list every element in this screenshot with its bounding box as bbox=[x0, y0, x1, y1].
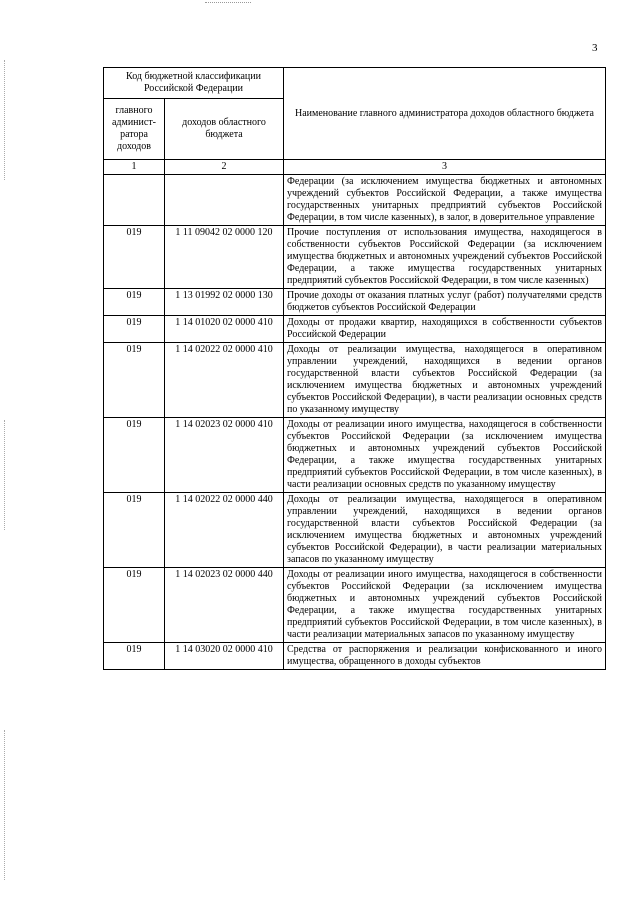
scan-artifact-line bbox=[205, 2, 251, 3]
table-body bbox=[104, 175, 606, 670]
admin-code-cell: 019 bbox=[104, 226, 165, 289]
income-code-cell: 1 14 01020 02 0000 410 bbox=[165, 316, 284, 343]
scan-margin-dots bbox=[4, 60, 5, 180]
income-code-cell: 1 14 02023 02 0000 410 bbox=[165, 418, 284, 493]
page-number: 3 bbox=[592, 42, 598, 54]
table-row bbox=[104, 226, 606, 289]
column-number: 1 bbox=[104, 160, 165, 175]
income-code-cell bbox=[165, 175, 284, 226]
income-code-cell: 1 11 09042 02 0000 120 bbox=[165, 226, 284, 289]
table-row bbox=[104, 343, 606, 418]
income-code-cell: 1 14 02023 02 0000 440 bbox=[165, 568, 284, 643]
name-cell: Прочие доходы от оказания платных услуг (работ) получателями средств бюджетов субъектов Российской Федерации bbox=[284, 289, 606, 316]
admin-code-cell: 019 bbox=[104, 568, 165, 643]
table-row bbox=[104, 316, 606, 343]
admin-code-cell: 019 bbox=[104, 343, 165, 418]
name-cell: Доходы от продажи квартир, находящихся в собственности субъектов Российской Федерации bbox=[284, 316, 606, 343]
table-row bbox=[104, 289, 606, 316]
name-cell: Прочие поступления от использования имущества, находящегося в собственности субъектов Российской Федерации (за исключением имущества бюджетных и автономных учреждений субъектов Российской Федерации, а также имущества государственных унитарных предприятий субъектов Российской Федерации, в том числе казенных) bbox=[284, 226, 606, 289]
table-row bbox=[104, 568, 606, 643]
name-cell: Доходы от реализации иного имущества, находящегося в собственности субъектов Российской Федерации (за исключением имущества бюджетных и автономных учреждений субъектов Российской Федерации, а также имущества государственных унитарных предприятий субъектов Российской Федерации, в том числе казенных), в части реализации основных средств по указанному имуществу bbox=[284, 418, 606, 493]
name-cell: Средства от распоряжения и реализации конфискованного и иного имущества, обращенного в доходы субъектов bbox=[284, 643, 606, 670]
admin-code-cell: 019 bbox=[104, 289, 165, 316]
income-code-cell: 1 14 02022 02 0000 410 bbox=[165, 343, 284, 418]
column-number: 2 bbox=[165, 160, 284, 175]
scan-margin-dots bbox=[4, 420, 5, 530]
column-number: 3 bbox=[284, 160, 606, 175]
name-cell: Доходы от реализации имущества, находящегося в оперативном управлении учреждений, находящихся в ведении органов государственной власти субъектов Российской Федерации (за исключением имущества бюджетных и автономных учреждений субъектов Российской Федерации), в части реализации основных средств по указанному имуществу bbox=[284, 343, 606, 418]
table-header bbox=[104, 68, 606, 175]
name-cell: Федерации (за исключением имущества бюджетных и автономных учреждений субъектов Российской Федерации, а также имущества государственных унитарных предприятий субъектов Российской Федерации, в том числе казенных), в залог, в доверительное управление bbox=[284, 175, 606, 226]
table-row bbox=[104, 643, 606, 670]
admin-code-cell: 019 bbox=[104, 643, 165, 670]
income-code-cell: 1 14 02022 02 0000 440 bbox=[165, 493, 284, 568]
table-row bbox=[104, 175, 606, 226]
admin-code-cell bbox=[104, 175, 165, 226]
header-income: доходов областного бюджета bbox=[165, 99, 284, 160]
table-row bbox=[104, 418, 606, 493]
header-admin: главного админист-ратора доходов bbox=[104, 99, 165, 160]
admin-code-cell: 019 bbox=[104, 418, 165, 493]
header-name: Наименование главного администратора доходов областного бюджета bbox=[284, 68, 606, 160]
scan-margin-dots bbox=[4, 730, 5, 880]
header-code-group: Код бюджетной классификации Российской Федерации bbox=[104, 68, 284, 99]
name-cell: Доходы от реализации имущества, находящегося в оперативном управлении учреждений, находящихся в ведении органов государственной власти субъектов Российской Федерации (за исключением имущества бюджетных и автономных учреждений субъектов Российской Федерации), в части реализации материальных запасов по указанному имуществу bbox=[284, 493, 606, 568]
admin-code-cell: 019 bbox=[104, 493, 165, 568]
name-cell: Доходы от реализации иного имущества, находящегося в собственности субъектов Российской Федерации (за исключением имущества бюджетных и автономных учреждений субъектов Российской Федерации, а также имущества государственных унитарных предприятий субъектов Российской Федерации, в том числе казенных), в части реализации материальных запасов по указанному имуществу bbox=[284, 568, 606, 643]
admin-code-cell: 019 bbox=[104, 316, 165, 343]
income-code-cell: 1 13 01992 02 0000 130 bbox=[165, 289, 284, 316]
table-row bbox=[104, 493, 606, 568]
income-code-cell: 1 14 03020 02 0000 410 bbox=[165, 643, 284, 670]
income-classification-table bbox=[103, 67, 606, 670]
